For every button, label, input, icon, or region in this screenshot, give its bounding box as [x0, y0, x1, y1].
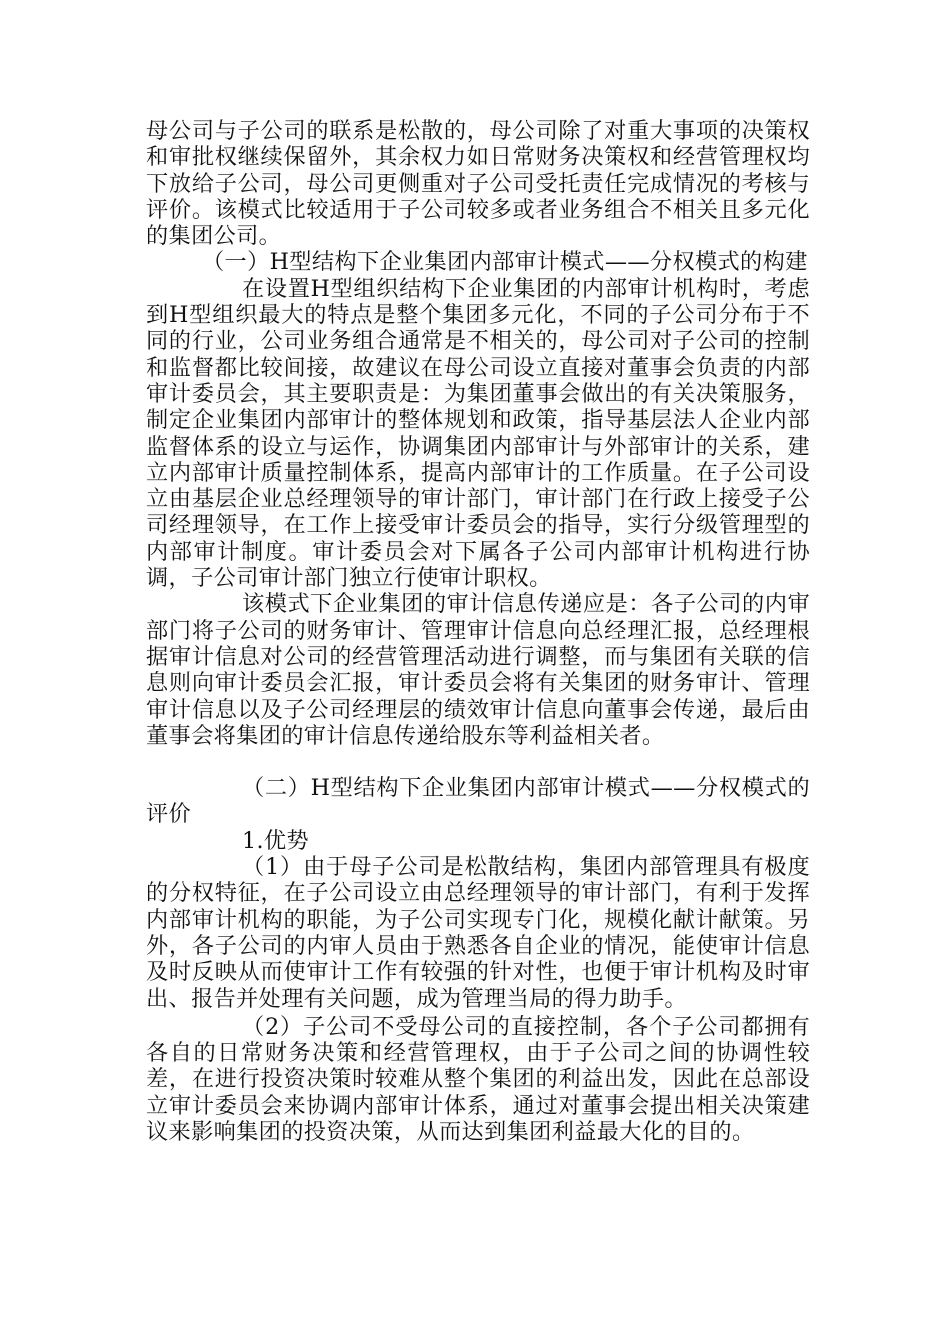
- document-body: [146, 118, 810, 1145]
- body-paragraph-1: 在设置H型组织结构下企业集团的内部审计机构时，考虑到H型组织最大的特点是整个集团多元化，不同的子公司分布于不同的行业，公司业务组合通常是不相关的，母公司对子公司的控制和监督都比较间接，故建议在母公司设立直接对董事会负责的内部审计委员会，其主要职责是：为集团董事会做出的有关决策服务，制定企业集团内部审计的整体规划和政策，指导基层法人企业内部监督体系的设立与运作，协调集团内部审计与外部审计的关系，建立内部审计质量控制体系，提高内部审计的工作质量。在子公司设立由基层企业总经理领导的审计部门，审计部门在行政上接受子公司经理领导，在工作上接受审计委员会的指导，实行分级管理型的内部审计制度。审计委员会对下属各子公司内部审计机构进行协调，子公司审计部门独立行使审计职权。: [146, 275, 810, 592]
- section-heading-1: （一）H型结构下企业集团内部审计模式——分权模式的构建: [202, 249, 808, 276]
- body-paragraph-2: 该模式下企业集团的审计信息传递应是：各子公司的内审部门将子公司的财务审计、管理审计信息向总经理汇报，总经理根据审计信息对公司的经营管理活动进行调整，而与集团有关联的信息则向审计委员会汇报，审计委员会将有关集团的财务审计、管理审计信息以及子公司经理层的绩效审计信息向董事会传递，最后由董事会将集团的审计信息传递给股东等利益相关者。: [146, 591, 810, 749]
- sub-paragraph-2: （2）子公司不受母公司的直接控制，各个子公司都拥有各自的日常财务决策和经营管理权，由于子公司之间的协调性较差，在进行投资决策时较难从整个集团的利益出发，因此在总部设立审计委员会来协调内部审计体系，通过对董事会提出相关决策建议来影响集团的投资决策，从而达到集团利益最大化的目的。: [146, 1013, 810, 1145]
- section-heading-2: （二）H型结构下企业集团内部审计模式——分权模式的评价: [146, 775, 810, 828]
- list-item-advantages: 1.优势: [242, 827, 309, 854]
- intro-paragraph: 母公司与子公司的联系是松散的，母公司除了对重大事项的决策权和审批权继续保留外，其余权力如日常财务决策权和经营管理权均下放给子公司，母公司更侧重对子公司受托责任完成情况的考核与评价。该模式比较适用于子公司较多或者业务组合不相关且多元化的集团公司。: [146, 118, 810, 250]
- sub-paragraph-1: （1）由于母子公司是松散结构，集团内部管理具有极度的分权特征，在子公司设立由总经理领导的审计部门，有利于发挥内部审计机构的职能，为子公司实现专门化，规模化献计献策。另外，各子公司的内审人员由于熟悉各自企业的情况，能使审计信息及时反映从而使审计工作有较强的针对性，也便于审计机构及时审出、报告并处理有关问题，成为管理当局的得力助手。: [146, 854, 810, 1012]
